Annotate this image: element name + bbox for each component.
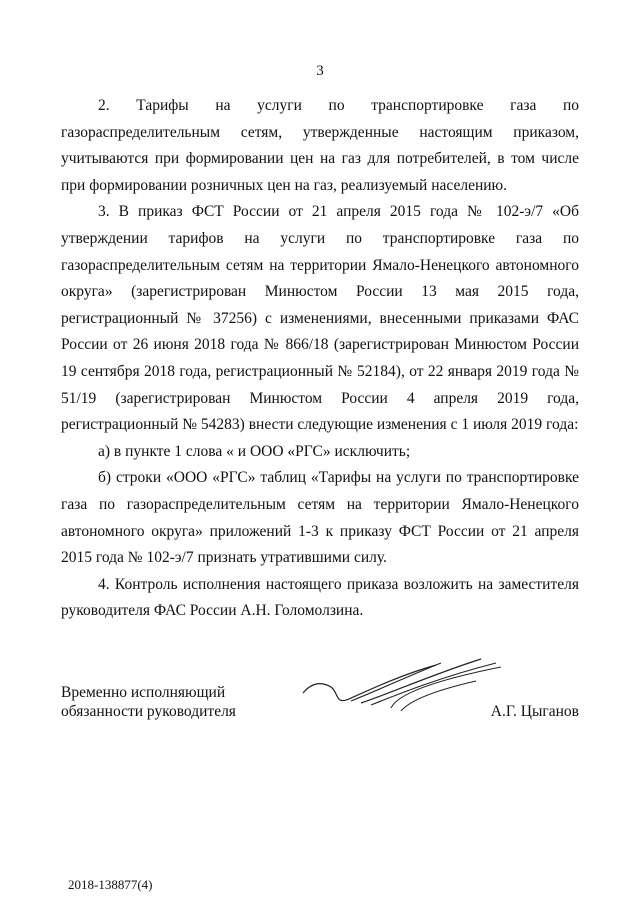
paragraph-3: 3. В приказ ФСТ России от 21 апреля 2015 года № 102-э/7 «Об утверждении тарифов на услуги по транспортировке газа по газораспределительным сетям на территории Ямало-Ненецкого автономного округа» (зарегистрирован Минюстом России 13 мая 2015 года, регистрационный № 37256) с изменениями, внесенными приказами ФАС России от 26 июня 2018 года № 866/18 (зарегистрирован Минюстом России 19 сентября 2018 года, регистрационный № 52184), от 22 января 2019 года № 51/19 (зарегистрирован Минюстом России 4 апреля 2019 года, регистрационный № 54283) внести следующие изменения с 1 июля 2019 года: — [61, 203, 579, 434]
handwritten-signature-icon — [301, 653, 501, 733]
paragraph-3a: а) в пункте 1 слова « и ООО «РГС» исключить; — [98, 442, 411, 460]
document-body — [61, 93, 579, 625]
document-code: 2018-138877(4) — [68, 877, 153, 892]
position-line-1: Временно исполняющий — [61, 684, 226, 701]
paragraph-4: 4. Контроль исполнения настоящего приказа возложить на заместителя руководителя ФАС России А.Н. Голомолзина. — [61, 575, 579, 620]
paragraph-2: 2. Тарифы на услуги по транспортировке газа по газораспределительным сетям, утвержденные настоящим приказом, учитываются при формировании цен на газ для потребителей, в том числе при формировании розничных цен на газ, реализуемый населению. — [61, 97, 579, 194]
position-line-2: обязанности руководителя — [61, 703, 236, 720]
paragraph-3b: б) строки «ООО «РГС» таблиц «Тарифы на услуги по транспортировке газа по газораспределительным сетям на территории Ямало-Ненецкого автономного округа» приложений 1-3 к приказу ФСТ России от 21 апреля 2015 года № 102-э/7 признать утратившими силу. — [61, 469, 579, 567]
signatory-name: А.Г. Цыганов — [490, 703, 579, 720]
signatory-position — [61, 683, 236, 721]
page-number: 3 — [316, 63, 324, 79]
signature-block — [61, 683, 579, 743]
